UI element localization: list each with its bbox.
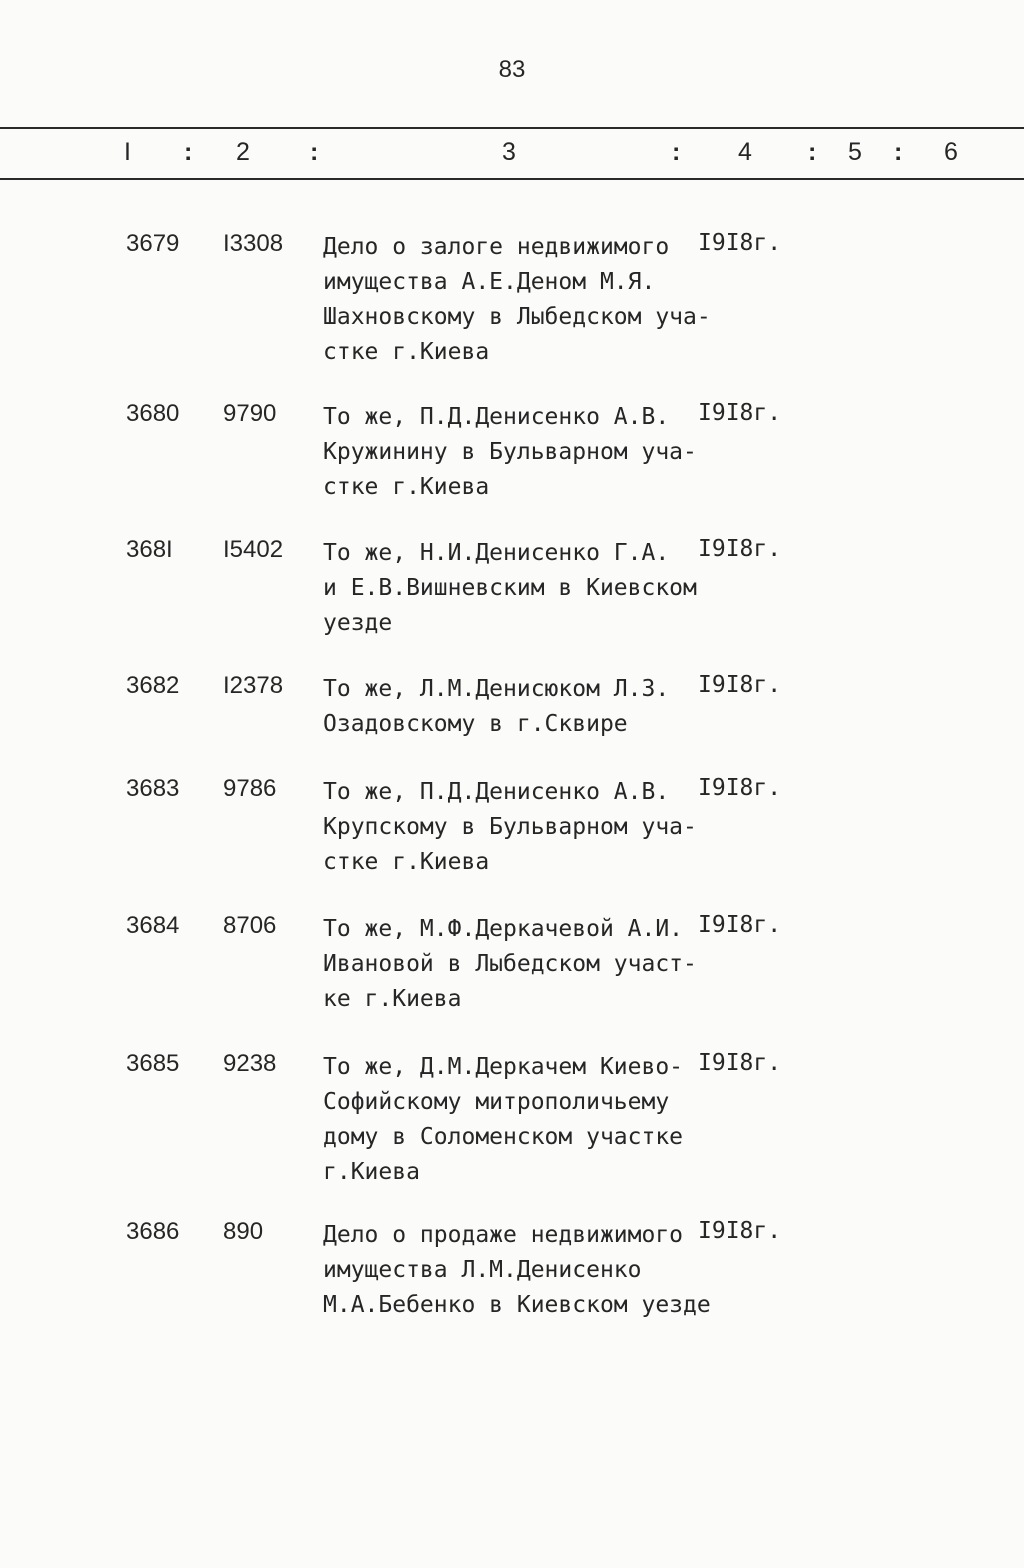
- entry-title: То же, М.Ф.Деркачевой А.И. Ивановой в Лыбедском участ- ке г.Киева: [323, 916, 697, 1012]
- entry-number: 3680: [126, 400, 180, 427]
- entry-title: То же, П.Д.Денисенко А.В. Крупскому в Бульварном уча- стке г.Киева: [323, 779, 697, 875]
- entry-inventory: 890: [223, 1218, 264, 1245]
- entry-title: Дело о продаже недвижимого имущества Л.М.Денисенко М.А.Бебенко в Киевском уезде: [323, 1222, 711, 1318]
- column-header-4: 4: [738, 138, 752, 166]
- entry-date: I9I8г.: [698, 536, 782, 562]
- header-bottom-rule: [0, 178, 1024, 180]
- column-separator: :: [894, 138, 903, 166]
- column-header-6: 6: [944, 138, 958, 166]
- column-header-1: I: [124, 138, 131, 166]
- entry-number: 3683: [126, 775, 180, 802]
- entry-number: 3682: [126, 672, 180, 699]
- column-header-3: 3: [502, 138, 516, 166]
- entry-inventory: 9786: [223, 775, 277, 802]
- entry-number: 3685: [126, 1050, 180, 1077]
- entry-number: 368I: [126, 536, 173, 563]
- column-separator: :: [808, 138, 817, 166]
- header-top-rule: [0, 127, 1024, 129]
- column-separator: :: [184, 138, 193, 166]
- entry-date: I9I8г.: [698, 1218, 782, 1244]
- entry-inventory: 9238: [223, 1050, 277, 1077]
- entry-inventory: I3308: [223, 230, 284, 257]
- entry-title: То же, Д.М.Деркачем Киево- Софийскому митрополичьему дому в Соломенском участке г.Киева: [323, 1054, 684, 1185]
- column-separator: :: [672, 138, 681, 166]
- entry-number: 3684: [126, 912, 180, 939]
- entry-inventory: 9790: [223, 400, 277, 427]
- column-header-5: 5: [848, 138, 862, 166]
- entry-date: I9I8г.: [698, 230, 782, 256]
- column-separator: :: [310, 138, 319, 166]
- entry-date: I9I8г.: [698, 1050, 782, 1076]
- entry-title: То же, Н.И.Денисенко Г.А. и Е.В.Вишневским в Киевском уезде: [323, 540, 697, 636]
- entry-inventory: 8706: [223, 912, 277, 939]
- entry-number: 3679: [126, 230, 180, 257]
- entry-date: I9I8г.: [698, 400, 782, 426]
- entry-date: I9I8г.: [698, 912, 782, 938]
- entry-number: 3686: [126, 1218, 180, 1245]
- entry-title: То же, Л.М.Денисюком Л.З. Озадовскому в г.Сквире: [323, 676, 670, 737]
- entry-date: I9I8г.: [698, 775, 782, 801]
- entry-inventory: I5402: [223, 536, 284, 563]
- page-number: 83: [498, 56, 526, 83]
- entry-date: I9I8г.: [698, 672, 782, 698]
- entry-title: То же, П.Д.Денисенко А.В. Кружинину в Бульварном уча- стке г.Киева: [323, 404, 697, 500]
- column-header-2: 2: [236, 138, 250, 166]
- entry-inventory: I2378: [223, 672, 284, 699]
- entry-title: Дело о залоге недвижимого имущества А.Е.Деном М.Я. Шахновскому в Лыбедском уча- стке г.Киева: [323, 234, 711, 365]
